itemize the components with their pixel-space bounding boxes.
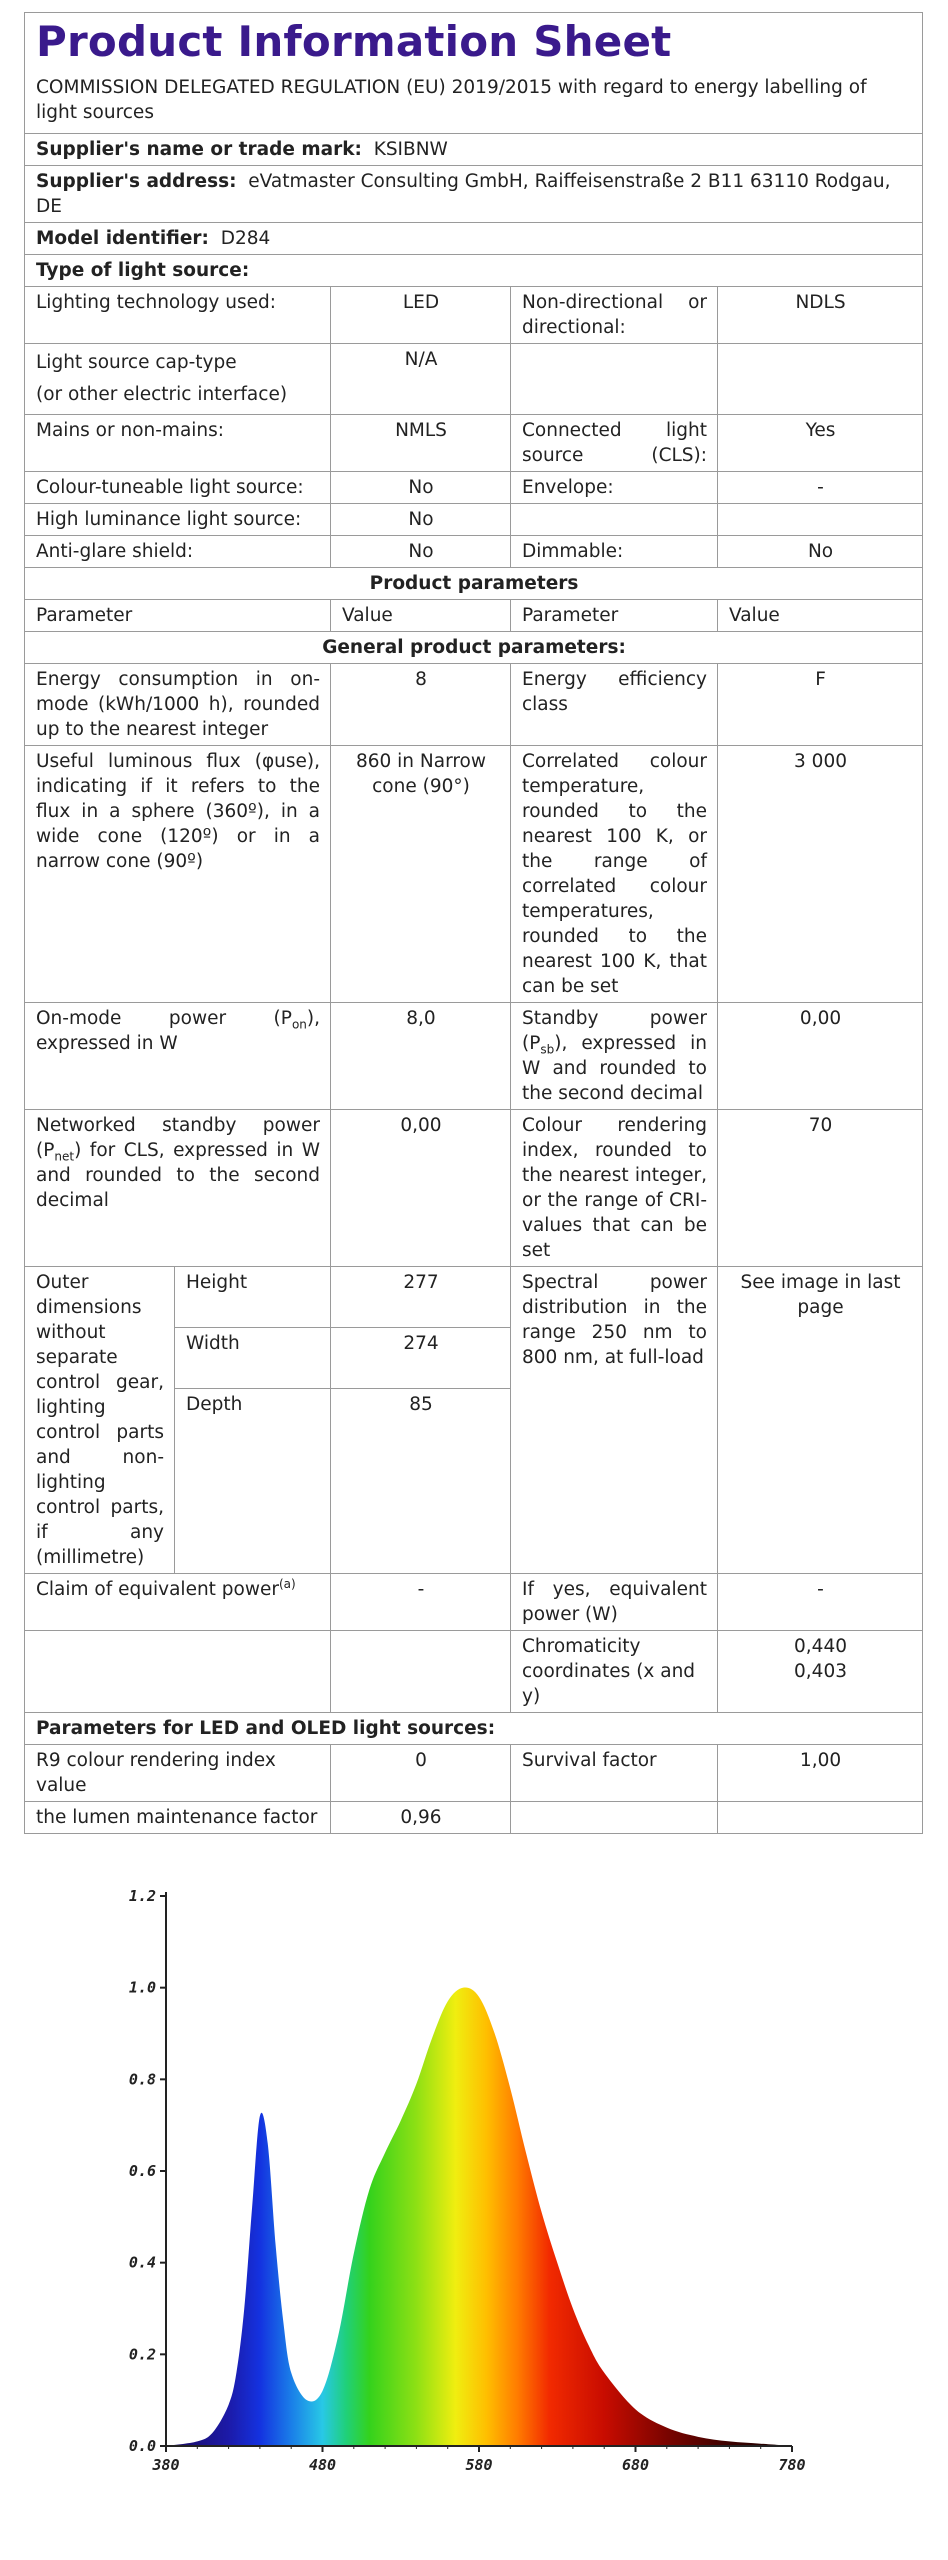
height-value: 277 [331, 1267, 511, 1328]
tech-label: Lighting technology used: [25, 287, 331, 344]
mains-label: Mains or non-mains: [25, 415, 331, 472]
cls-value: Yes [718, 415, 923, 472]
empty-cell [511, 504, 718, 536]
cct-label: Correlated colour temperature, rounded to the nearest 100 K, or the range of correlated colour temperatures, rounded to the nearest 100 K, that can be set [511, 746, 718, 1003]
supplier-cell [25, 134, 923, 166]
supplier-value: KSIBNW [373, 139, 448, 160]
claim-value: - [331, 1574, 511, 1631]
energy-value: 8 [331, 664, 511, 746]
dims-label: Outer dimensions without separate control gear, lighting control parts and non-lighting control parts, if any (millimetre) [25, 1267, 175, 1574]
x-tick-label: 580 [465, 2456, 493, 2474]
energy-row [25, 664, 923, 746]
product-params-header: Product parameters [25, 568, 923, 600]
height-label: Height [175, 1267, 331, 1328]
product-information-sheet [24, 12, 922, 1834]
param-header-row [25, 600, 923, 632]
cls-label: Connected light source (CLS): [511, 415, 718, 472]
model-row [25, 223, 923, 255]
x-tick-label: 780 [778, 2456, 806, 2474]
lumen-label: the lumen maintenance factor [25, 1802, 331, 1834]
y-tick-label: 1.0 [128, 1978, 156, 1997]
address-row [25, 166, 923, 223]
flux-value: 860 in Narrow cone (90°) [331, 746, 511, 1003]
empty-cell [718, 504, 923, 536]
spectrum-area [166, 1988, 792, 2446]
directional-label: Non-directional or directional: [511, 287, 718, 344]
networked-label [25, 1110, 331, 1267]
onmode-label-a: On-mode power (P [36, 1008, 292, 1029]
equiv-power-value: - [718, 1574, 923, 1631]
dimmable-label: Dimmable: [511, 536, 718, 568]
tune-row [25, 472, 923, 504]
empty-cell [718, 1802, 923, 1834]
empty-cell [511, 344, 718, 415]
hilum-value: No [331, 504, 511, 536]
supplier-label: Supplier's name or trade mark: [36, 139, 362, 160]
cct-value: 3 000 [718, 746, 923, 1003]
networked-value: 0,00 [331, 1110, 511, 1267]
cap-label-b: (or other electric interface) [36, 384, 288, 405]
y-tick-label: 0.6 [128, 2162, 156, 2180]
standby-label-a: Standby power (P [522, 1008, 707, 1054]
equiv-power-label: If yes, equivalent power (W) [511, 1574, 718, 1631]
onmode-label-sub: on [291, 1017, 307, 1032]
cap-value: N/A [331, 344, 511, 415]
type-header: Type of light source: [25, 255, 923, 287]
networked-label-sub: net [54, 1149, 75, 1164]
model-cell [25, 223, 923, 255]
survival-value: 1,00 [718, 1745, 923, 1802]
r9-label: R9 colour rendering index value [25, 1745, 331, 1802]
chroma-x: 0,440 [794, 1636, 847, 1657]
x-tick-label: 380 [152, 2456, 180, 2474]
x-tick-label: 680 [621, 2456, 650, 2474]
networked-row [25, 1110, 923, 1267]
networked-label-b: ) for CLS, expressed in W and rounded to the second decimal [36, 1140, 320, 1211]
cri-value: 70 [718, 1110, 923, 1267]
chroma-y: 0,403 [794, 1661, 847, 1682]
spd-value: See image in last page [718, 1267, 923, 1574]
efficiency-value: F [718, 664, 923, 746]
onmode-power-value: 8,0 [331, 1003, 511, 1110]
regulation-subtitle: COMMISSION DELEGATED REGULATION (EU) 2019/2015 with regard to energy labelling of light sources [36, 77, 867, 123]
supplier-row [25, 134, 923, 166]
onmode-power-label [25, 1003, 331, 1110]
lumen-row [25, 1802, 923, 1834]
networked-label-a: Networked standby power (P [36, 1115, 320, 1161]
address-value: eVatmaster Consulting GmbH, Raiffeisenstraße 2 B11 63110 Rodgau, DE [36, 171, 891, 217]
power-row [25, 1003, 923, 1110]
param-col-header: Parameter [25, 600, 331, 632]
energy-label: Energy consumption in on-mode (kWh/1000 h), rounded up to the nearest integer [25, 664, 331, 746]
empty-cell [718, 344, 923, 415]
cap-label: Light source cap-type [36, 352, 237, 373]
glare-label: Anti-glare shield: [25, 536, 331, 568]
flux-row [25, 746, 923, 1003]
value-col-header: Value [331, 600, 511, 632]
glare-row [25, 536, 923, 568]
dimmable-value: No [718, 536, 923, 568]
tune-label: Colour-tuneable light source: [25, 472, 331, 504]
claim-label-text: Claim of equivalent power [36, 1579, 279, 1600]
led-header: Parameters for LED and OLED light sources: [25, 1713, 923, 1745]
y-tick-label: 0.0 [128, 2437, 156, 2455]
empty-cell [25, 1631, 331, 1713]
general-header-row [25, 632, 923, 664]
tune-value: No [331, 472, 511, 504]
page-title: Product Information Sheet [36, 17, 672, 66]
dims-row-height [25, 1267, 923, 1328]
title-row [25, 13, 923, 134]
y-tick-label: 1.2 [128, 1887, 156, 1905]
width-label: Width [175, 1328, 331, 1389]
product-params-header-row [25, 568, 923, 600]
standby-label-sub: sb [540, 1042, 555, 1057]
claim-label-sup: (a) [278, 1576, 296, 1591]
mains-value: NMLS [331, 415, 511, 472]
model-value: D284 [220, 228, 271, 249]
r9-value: 0 [331, 1745, 511, 1802]
x-tick-label: 480 [308, 2456, 337, 2474]
standby-power-value: 0,00 [718, 1003, 923, 1110]
type-header-row [25, 255, 923, 287]
width-value: 274 [331, 1328, 511, 1389]
depth-value: 85 [331, 1389, 511, 1574]
mains-row [25, 415, 923, 472]
lumen-value: 0,96 [331, 1802, 511, 1834]
y-tick-label: 0.8 [128, 2070, 156, 2089]
envelope-value: - [718, 472, 923, 504]
r9-row [25, 1745, 923, 1802]
value-col-header-2: Value [718, 600, 923, 632]
info-table [24, 12, 923, 1834]
hilum-label: High luminance light source: [25, 504, 331, 536]
chroma-value-cell [718, 1631, 923, 1713]
empty-cell [331, 1631, 511, 1713]
standby-power-label [511, 1003, 718, 1110]
y-tick-label: 0.4 [128, 2253, 156, 2272]
directional-value: NDLS [718, 287, 923, 344]
title-cell [25, 13, 923, 134]
address-cell [25, 166, 923, 223]
survival-label: Survival factor [511, 1745, 718, 1802]
cap-row [25, 344, 923, 415]
tech-row [25, 287, 923, 344]
efficiency-label: Energy efficiency class [511, 664, 718, 746]
chroma-label: Chromaticity coordinates (x and y) [511, 1631, 718, 1713]
empty-cell [511, 1802, 718, 1834]
depth-label: Depth [175, 1389, 331, 1574]
cri-label: Colour rendering index, rounded to the nearest integer, or the range of CRI-values that can be set [511, 1110, 718, 1267]
claim-label [25, 1574, 331, 1631]
spd-label: Spectral power distribution in the range 250 nm to 800 nm, at full-load [511, 1267, 718, 1574]
cap-label-cell [25, 344, 331, 415]
y-tick-label: 0.2 [128, 2345, 156, 2364]
address-label: Supplier's address: [36, 171, 237, 192]
glare-value: No [331, 536, 511, 568]
spectral-power-chart [120, 1880, 820, 2520]
model-label: Model identifier: [36, 228, 209, 249]
general-header: General product parameters: [25, 632, 923, 664]
hilum-row [25, 504, 923, 536]
standby-label-b: ), expressed in W and rounded to the second decimal [522, 1033, 707, 1104]
chroma-row [25, 1631, 923, 1713]
flux-label: Useful luminous flux (φuse), indicating if it refers to the flux in a sphere (360º), in a wide cone (120º) or in a narrow cone (90º) [25, 746, 331, 1003]
led-header-row [25, 1713, 923, 1745]
onmode-label-b: ), expressed in W [36, 1008, 320, 1054]
param-col-header-2: Parameter [511, 600, 718, 632]
tech-value: LED [331, 287, 511, 344]
claim-row [25, 1574, 923, 1631]
envelope-label: Envelope: [511, 472, 718, 504]
